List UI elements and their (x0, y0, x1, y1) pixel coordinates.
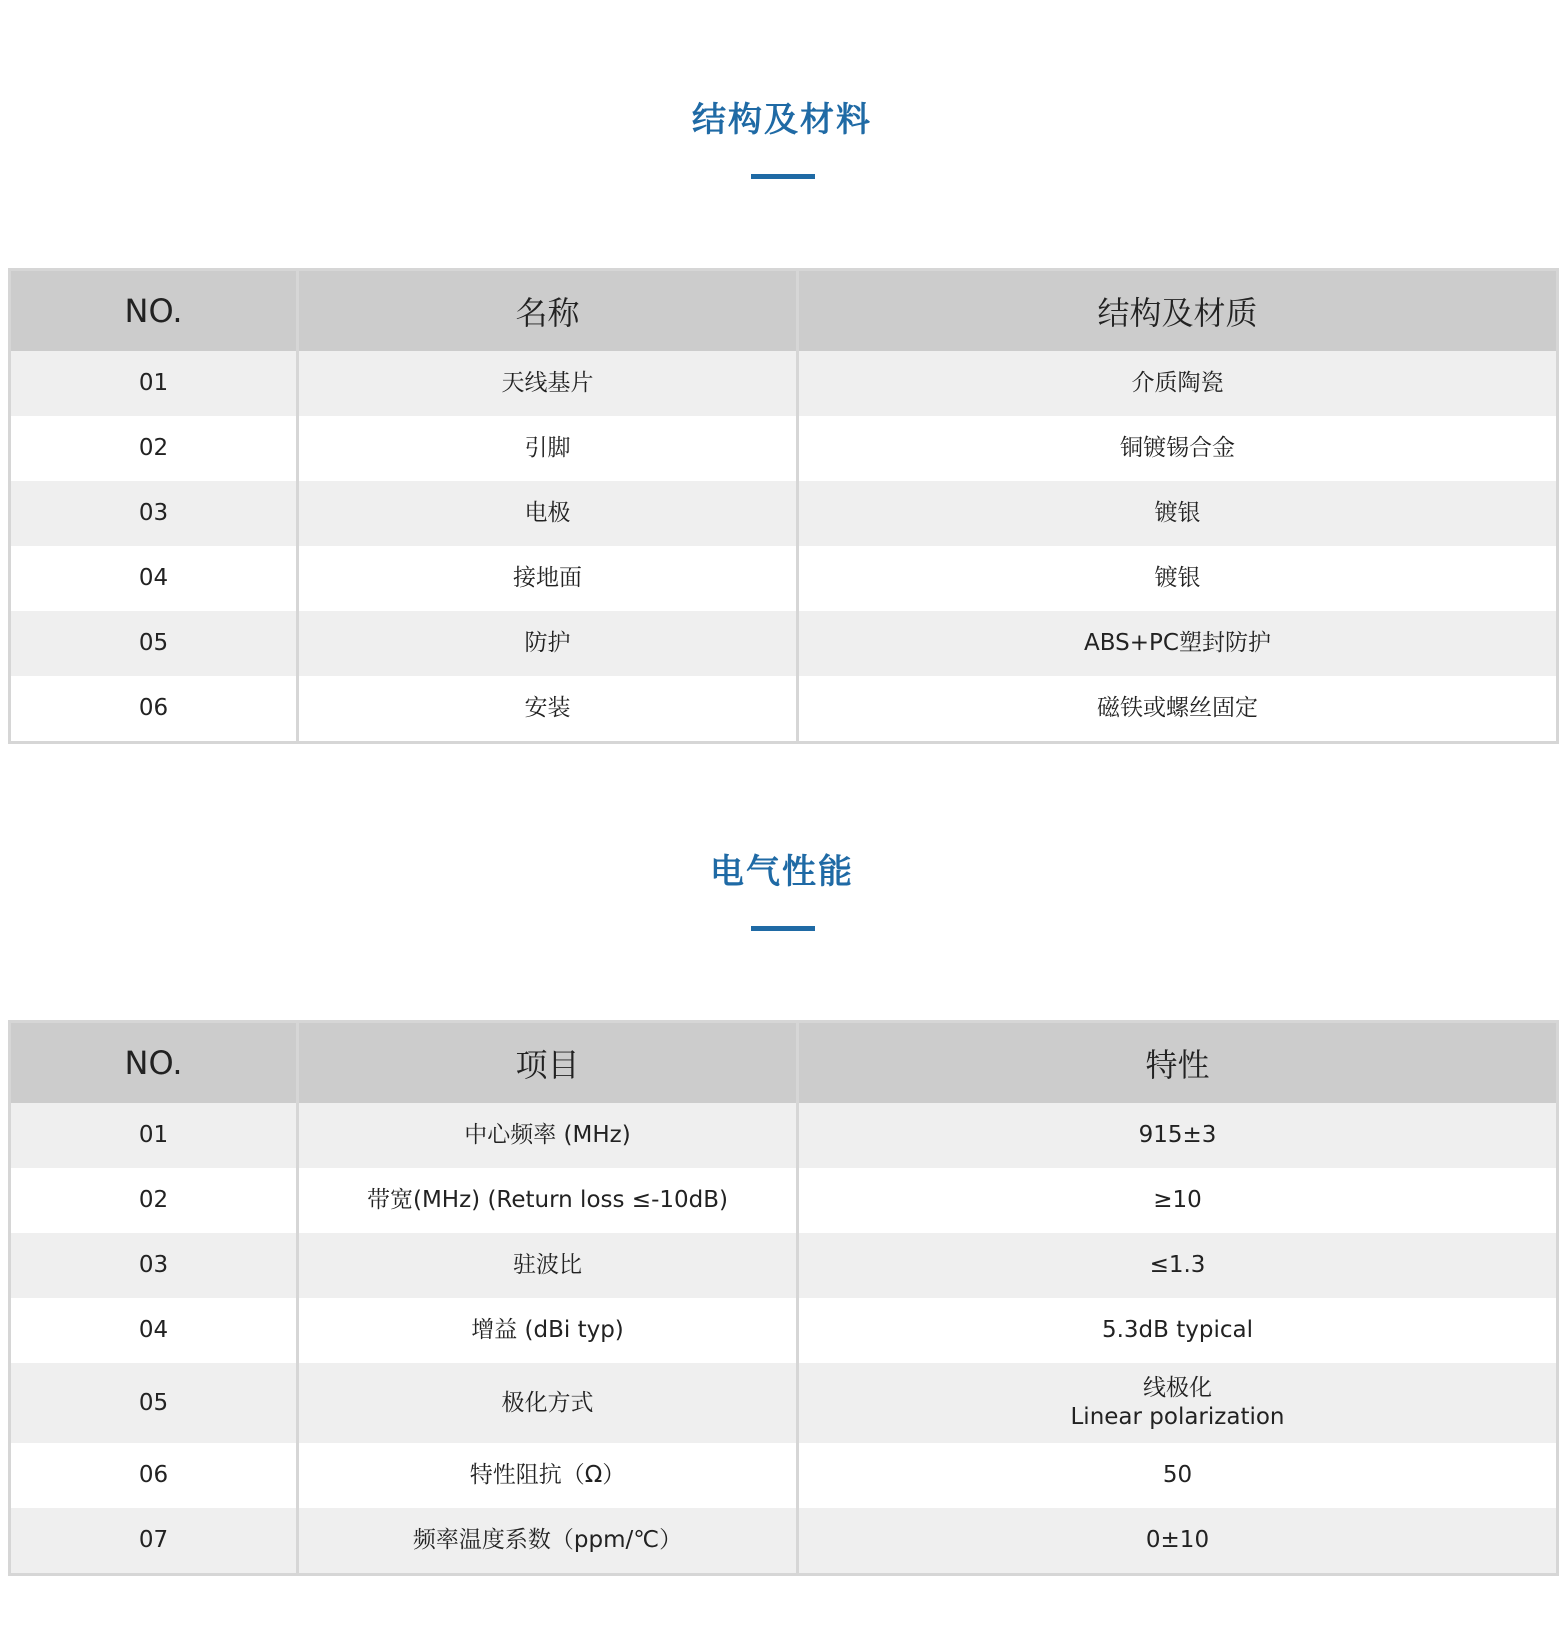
row-no: 01 (10, 1103, 298, 1168)
row-no: 05 (10, 611, 298, 676)
table-row (10, 676, 1558, 743)
table-row (10, 481, 1558, 546)
table-row (10, 416, 1558, 481)
section-title-structure: 结构及材料 (692, 100, 872, 140)
row-value: 50 (798, 1443, 1558, 1508)
row-value-line-2: Linear polarization (1070, 1404, 1285, 1430)
section-title-underline (751, 174, 815, 179)
row-name: 带宽(MHz) (Return loss ≤-10dB) (298, 1168, 798, 1233)
row-value-line-1: 线极化 (1143, 1375, 1212, 1401)
row-value: ≤1.3 (798, 1233, 1558, 1298)
row-name: 特性阻抗（Ω） (298, 1443, 798, 1508)
row-value (798, 1363, 1558, 1443)
table-header-row (10, 270, 1558, 352)
row-value: 铜镀锡合金 (798, 416, 1558, 481)
row-value: 磁铁或螺丝固定 (798, 676, 1558, 743)
table-row (10, 1233, 1558, 1298)
header-name: 名称 (298, 270, 798, 352)
electrical-performance-table (8, 1020, 1559, 1576)
row-value: ABS+PC塑封防护 (798, 611, 1558, 676)
row-no: 05 (10, 1363, 298, 1443)
row-no: 01 (10, 351, 298, 416)
section-title-underline (751, 926, 815, 931)
table-row (10, 351, 1558, 416)
row-no: 03 (10, 481, 298, 546)
table-row (10, 1363, 1558, 1443)
header-item: 项目 (298, 1022, 798, 1104)
row-name: 接地面 (298, 546, 798, 611)
row-no: 02 (10, 416, 298, 481)
header-no: NO. (10, 270, 298, 352)
table-row (10, 546, 1558, 611)
table-row (10, 611, 1558, 676)
row-name: 频率温度系数（ppm/℃） (298, 1508, 798, 1575)
section-title-electrical: 电气性能 (710, 852, 854, 892)
row-no: 04 (10, 1298, 298, 1363)
row-value: 介质陶瓷 (798, 351, 1558, 416)
row-no: 03 (10, 1233, 298, 1298)
table-row (10, 1298, 1558, 1363)
structure-materials-table (8, 268, 1559, 744)
row-name: 中心频率 (MHz) (298, 1103, 798, 1168)
row-value: 915±3 (798, 1103, 1558, 1168)
row-no: 02 (10, 1168, 298, 1233)
row-no: 04 (10, 546, 298, 611)
row-value: 镀银 (798, 546, 1558, 611)
table-row (10, 1103, 1558, 1168)
row-value: 0±10 (798, 1508, 1558, 1575)
table-row (10, 1508, 1558, 1575)
row-name: 防护 (298, 611, 798, 676)
row-name: 增益 (dBi typ) (298, 1298, 798, 1363)
row-name: 安装 (298, 676, 798, 743)
table-row (10, 1168, 1558, 1233)
header-no: NO. (10, 1022, 298, 1104)
row-name: 天线基片 (298, 351, 798, 416)
row-value: 5.3dB typical (798, 1298, 1558, 1363)
row-no: 06 (10, 1443, 298, 1508)
row-value: 镀银 (798, 481, 1558, 546)
table-row (10, 1443, 1558, 1508)
table-header-row (10, 1022, 1558, 1104)
header-characteristic: 特性 (798, 1022, 1558, 1104)
row-name: 驻波比 (298, 1233, 798, 1298)
row-value: ≥10 (798, 1168, 1558, 1233)
row-name: 引脚 (298, 416, 798, 481)
row-name: 极化方式 (298, 1363, 798, 1443)
row-no: 07 (10, 1508, 298, 1575)
row-name: 电极 (298, 481, 798, 546)
header-material: 结构及材质 (798, 270, 1558, 352)
row-no: 06 (10, 676, 298, 743)
